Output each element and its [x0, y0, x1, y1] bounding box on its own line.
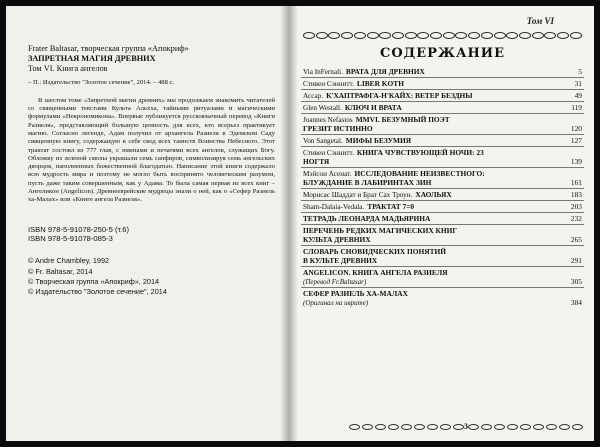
- isbn-block: [28, 225, 275, 245]
- toc-entry[interactable]: [301, 246, 584, 267]
- toc-entry[interactable]: [301, 168, 584, 189]
- copyright-block: [28, 256, 275, 297]
- toc-title-cont: ГРЕЗИТ ИСТИННО: [303, 124, 373, 133]
- toc-title-text: СЕФЕР РАЗИЕЛЬ ХА-МАЛАХ: [303, 289, 408, 298]
- toc-title-text: ТРАКТАТ 7=0: [367, 202, 415, 211]
- toc-entry[interactable]: [301, 225, 584, 246]
- author-line: Frater Baltasar, творческая группа «Апокриф»: [28, 44, 189, 53]
- toc-author: Von Sangetal.: [303, 137, 343, 145]
- toc-entry[interactable]: [301, 102, 584, 114]
- right-page: [289, 6, 594, 441]
- toc-page: 291: [570, 256, 582, 265]
- toc-page: 232: [570, 214, 582, 223]
- toc-entry[interactable]: [301, 201, 584, 213]
- toc-title: СОДЕРЖАНИЕ: [379, 46, 506, 61]
- annotation-paragraph: В шестом томе «Запретной магии древних» мы продолжаем знакомить читателей со священными текстами Культа Альхха, тайными ритуалами и магическими формулами «Некрономикона». Впервые публикуется русскоязычный перевод «Книги Разиеля», представляющий большую ценность для всех, кто всерьез практикует магию. Согласно легенде, Адам получил от архангела Разиеля в Эдемском Саду священную книгу, содержащую в себе свод всех таинств Воинства Небесного. Этот трактат состоял из 777 глав, с именами и печатями всех ангелов, служащих Богу. Обложку из зеленой смолы украшали семь сапфиров, символизируя семь ангельских дворцов, наполненных божественной благодатью. Написание этой книги содержало всю мудрость мира и поэтому не могло быть воспринято человеческим разумом, пусть даже таким совершенным, как у Адама. То была самая первая из всех книг – Ангеликон (Angelicon). Древнееврейские мудрецы знали о ней, как о «Сефер Разиель ха-Малах» или «Книге ангела Разиеля».: [28, 96, 275, 204]
- toc-title-text: ВРАТА ДЛЯ ДРЕВНИХ: [345, 67, 425, 76]
- copyright-line: © Fr. Baltasar, 2014: [28, 266, 93, 276]
- toc-author: Glen Westall.: [303, 104, 342, 112]
- toc-title-cont: В КУЛЬТЕ ДРЕВНИХ: [303, 256, 378, 265]
- toc-title-text: МИФЫ БЕЗУМИЯ: [345, 136, 412, 145]
- toc-author: Стивен Сэннитт.: [303, 80, 354, 88]
- toc-entry[interactable]: [301, 288, 584, 308]
- toc-page: 183: [570, 190, 582, 199]
- running-head: Том VI: [526, 16, 554, 26]
- book-spine-shadow: [280, 6, 298, 441]
- toc-entry[interactable]: [301, 213, 584, 225]
- toc-author: Ассар.: [303, 92, 324, 100]
- toc-entry[interactable]: [301, 78, 584, 90]
- toc-author: Стивен Сэннитт.: [303, 149, 354, 157]
- toc-page: 384: [570, 298, 582, 307]
- toc-page: 203: [570, 202, 582, 211]
- toc-author: Joannes Nefastos: [303, 116, 353, 124]
- toc-list: [301, 66, 584, 308]
- isbn-volume: ISBN 978-5-91078-250-5 (т.6): [28, 224, 129, 234]
- toc-title-text: СЛОВАРЬ СНОВИДЧЕСКИХ ПОНЯТИЙ: [303, 247, 447, 256]
- toc-title-text: ПЕРЕЧЕНЬ РЕДКИХ МАГИЧЕСКИХ КНИГ: [303, 226, 458, 235]
- toc-title-text: LIBER KOTH: [356, 79, 404, 88]
- toc-title-text: MMVI. БЕЗУМНЫЙ ПОЭТ: [355, 115, 450, 124]
- toc-page: 127: [570, 136, 582, 145]
- copyright-line: © Творческая группа «Апокриф», 2014: [28, 276, 160, 286]
- publication-info: – П.: Издательство "Золотое сечение", 2014. – 488 с.: [28, 79, 175, 87]
- toc-page: 161: [570, 178, 582, 187]
- copyright-line: © Издательство "Золотое сечение", 2014: [28, 287, 167, 297]
- toc-page: 305: [570, 277, 582, 286]
- toc-page: 120: [570, 124, 582, 133]
- isbn-series: ISBN 978-5-91078-085-3: [28, 234, 113, 244]
- toc-author: Морисас Шаддат и Брат Сах Троун.: [303, 191, 413, 199]
- toc-entry[interactable]: [301, 267, 584, 288]
- toc-author: Мэйсон Асенат.: [303, 170, 352, 178]
- page-number: 3: [464, 422, 468, 431]
- toc-subtitle: (Перевод Fr.Baltasar): [303, 278, 367, 286]
- toc-page: 49: [574, 91, 582, 100]
- book-header: [28, 44, 275, 73]
- toc-title-text: ИССЛЕДОВАНИЕ НЕИЗВЕСТНОГО:: [354, 169, 485, 178]
- toc-page: 31: [574, 79, 582, 88]
- toc-title-text: ХАОЛЬЯХ: [415, 190, 452, 199]
- toc-page: 5: [578, 67, 582, 76]
- toc-title-text: ТЕТРАДЬ ЛЕОНАРДА МАДЬЯРИНА: [303, 214, 431, 223]
- toc-title-cont: БЛУЖДАНИЕ В ЛАБИРИНТАХ ЗИН: [303, 178, 432, 187]
- toc-page: 119: [571, 103, 582, 112]
- toc-title-cont: НОГТЯ: [303, 157, 330, 166]
- volume-title: Том VI. Книга ангелов: [28, 63, 108, 73]
- toc-title-cont: КУЛЬТА ДРЕВНИХ: [303, 235, 371, 244]
- footer-ornament: [349, 422, 564, 431]
- toc-entry[interactable]: [301, 135, 584, 147]
- toc-author: Sham-Dalaia-Vedala.: [303, 203, 365, 211]
- toc-title-text: КЛЮЧ И ВРАТА: [344, 103, 402, 112]
- toc-entry[interactable]: [301, 90, 584, 102]
- toc-author: Via InFernali.: [303, 68, 343, 76]
- left-page: [6, 6, 289, 441]
- toc-title-text: КНИГА ЧУВСТВУЮЩЕЙ НОЧИ: 23: [356, 148, 484, 157]
- toc-subtitle: (Оригинал на иврите): [303, 299, 369, 307]
- toc-entry[interactable]: [301, 147, 584, 168]
- book-title: ЗАПРЕТНАЯ МАГИЯ ДРЕВНИХ: [28, 53, 156, 63]
- toc-entry[interactable]: [301, 114, 584, 135]
- toc-entry[interactable]: [301, 66, 584, 78]
- toc-title-text: К'ХАПТРАФГА-Н'КАЙХ: ВЕТЕР БЕЗДНЫ: [326, 91, 473, 100]
- toc-page: 139: [570, 157, 582, 166]
- toc-title-text: ANGELICON. КНИГА АНГЕЛА РАЗИЕЛЯ: [303, 268, 448, 277]
- copyright-line: © Andre Chambley, 1992: [28, 256, 110, 266]
- toc-entry[interactable]: [301, 189, 584, 201]
- ornament-border: [303, 31, 582, 40]
- toc-page: 265: [570, 235, 582, 244]
